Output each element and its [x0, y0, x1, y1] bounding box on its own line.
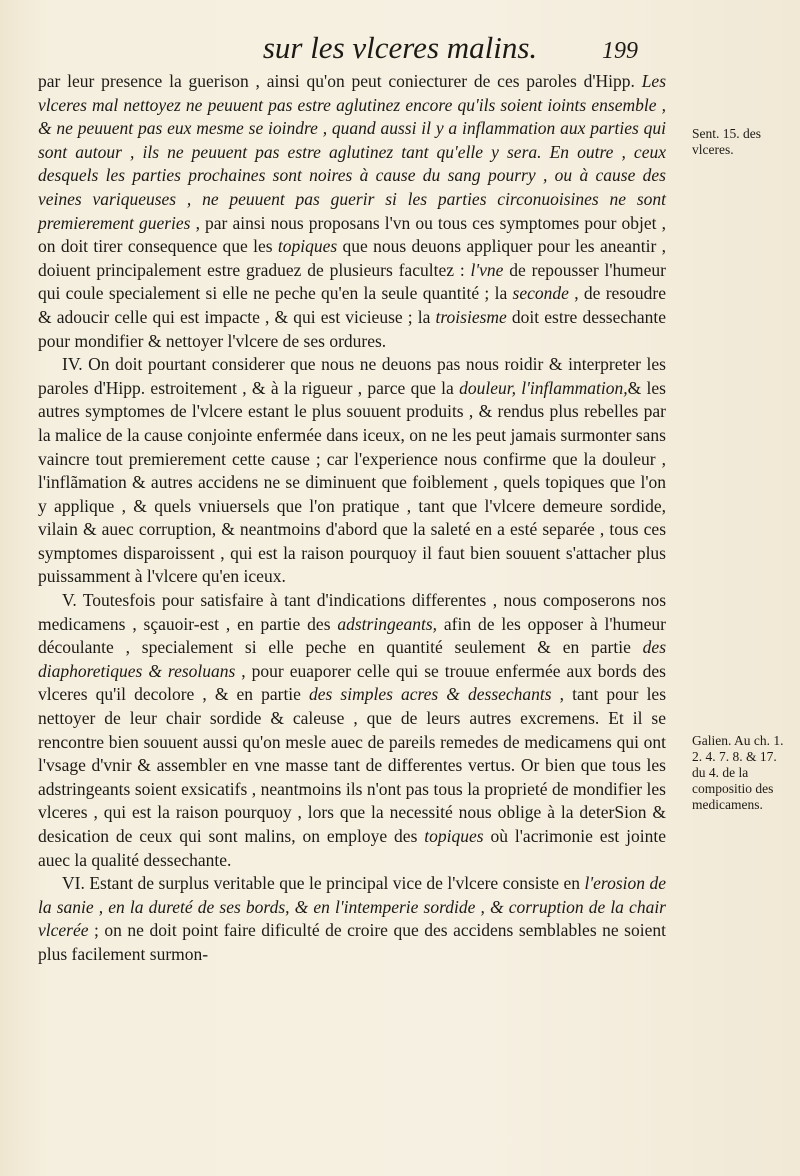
text-run: ; on ne doit point faire dificulté de croire que des accidens semblables ne soient plus facilement surmon- — [38, 920, 666, 964]
text-run: de repousser l'humeur qui coule specialement si elle ne peche qu'en la seule quantité ; la — [38, 259, 666, 304]
text-run: V. Toutesfois pour satisfaire à tant d'indications differentes , nous composerons nos medicamens , sçauoir-est , en partie des — [38, 590, 666, 634]
text-run: , pour euaporer celle qui se trouue enfermée aux bords des vlceres qu'il decolore , & en partie — [38, 660, 666, 705]
margin-note-galien: Galien. Au ch. 1. 2. 4. 7. 8. & 17. du 4. de la compositio des medicamens. — [692, 733, 784, 812]
text-run: VI. Estant de surplus veritable que le principal vice de l'vlcere consiste en — [62, 873, 585, 894]
text-run: , tant pour les nettoyer de leur chair sordide & caleuse , que de leurs autres excremens. Et il se rencontre bien souuent aussi qu'on mesle auec de pareils remedes de medicamens qui ont l'vsage d'vnir & assembler en vne masse tant de differentes vertus. Or bien que tous les adstringeants soient exsicatifs , neantmoins ils n'ont pas tous la proprieté de mondifier les vlceres , qui est la raison pourquoy , lors que la necessité nous oblige à la deterSion & desication de ceux qui sont malins, on employe des — [38, 684, 667, 846]
paragraph-continuation — [38, 70, 666, 353]
italic-run: Les vlceres mal nettoyez ne peuuent pas estre aglutinez encore qu'ils soient ioints ensemble , & ne peuuent pas eux mesme se ioindre , quand aussi il y a inflammation aux parties qui sont autour , ils ne peuuent pas estre aglutinez tant qu'elle y sera. En outre , ceux desquels les parties prochaines sont noires à cause du sang pourry , ou à cause des veines variqueuses , ne peuuent pas guerir si les parties circonuoisines ne sont premierement gueries — [38, 71, 666, 233]
paragraph-section-v — [38, 589, 666, 872]
text-run: , de resoudre & adoucir celle qui est impacte , & qui est vicieuse ; la — [38, 283, 666, 327]
text-run: IV. On doit pourtant considerer que nous ne deuons pas nous roidir & interpreter les paroles d'Hipp. estroitement , & à la rigueur , parce que la — [38, 354, 666, 398]
italic-run: des simples acres & dessechants — [309, 684, 552, 705]
text-run: que nous deuons appliquer pour les aneantir , doiuent principalement estre graduez de plusieurs facultez : — [38, 236, 666, 280]
italic-run: douleur, l'inflammation, — [459, 377, 628, 398]
italic-run: des diaphoretiques & resoluans — [38, 637, 666, 681]
italic-run: seconde — [512, 283, 569, 304]
italic-run: topiques — [277, 236, 338, 257]
paragraph-section-vi — [38, 872, 666, 966]
italic-run: l'erosion de la sanie , en la dureté de ses bords, & en l'intemperie sordide , & corruption de la chair vlcerée — [38, 873, 666, 941]
text-run: par leur presence la guerison , ainsi qu'on peut coniecturer de ces paroles d'Hipp. — [38, 71, 642, 91]
text-run: où l'acrimonie est jointe auec la qualité dessechante. — [38, 826, 666, 870]
running-head-title: sur les vlceres malins. — [262, 30, 538, 65]
text-run: , par ainsi nous proposans l'vn ou tous ces symptomes pour objet , on doit tirer consequence que les — [38, 212, 666, 257]
italic-run: topiques — [424, 826, 484, 846]
italic-run: troisiesme — [435, 306, 507, 327]
text-run: & les autres symptomes de l'vlcere estant le plus souuent produits , & rendus plus rebelles par la malice de la cause conjointe enfermée dans iceux, on ne les peut jamais surmonter sans vaincre tout premierement cette cause ; car l'experience nous confirme que la douleur , l'inflãmation & autres accidens ne se diminuent que foiblement , quels topiques que l'on y applique , & quels vniuersels que l'on pratique , tant que l'vlcere demeure sordide, vilain & auec corruption, & neantmoins d'abord que la saleté en a esté separée , tous ces symptomes disparoissent , qui est la raison pourquoy il faut bien souuent s'attacher plus puissamment à l'vlcere qu'en iceux. — [38, 377, 666, 587]
main-text — [38, 70, 666, 967]
paragraph-section-iv — [38, 353, 666, 589]
italic-run: adstringeants, — [337, 613, 438, 634]
text-run: afin de les opposer à l'humeur découlante , specialement si elle peche en quantité seulement & en partie — [38, 613, 666, 658]
italic-run: l'vne — [470, 259, 504, 280]
margin-note-sentence: Sent. 15. des vlceres. — [692, 126, 761, 157]
text-run: doit estre dessechante pour mondifier & nettoyer l'vlcere de ses ordures. — [38, 306, 667, 351]
page-number: 199 — [602, 38, 638, 64]
